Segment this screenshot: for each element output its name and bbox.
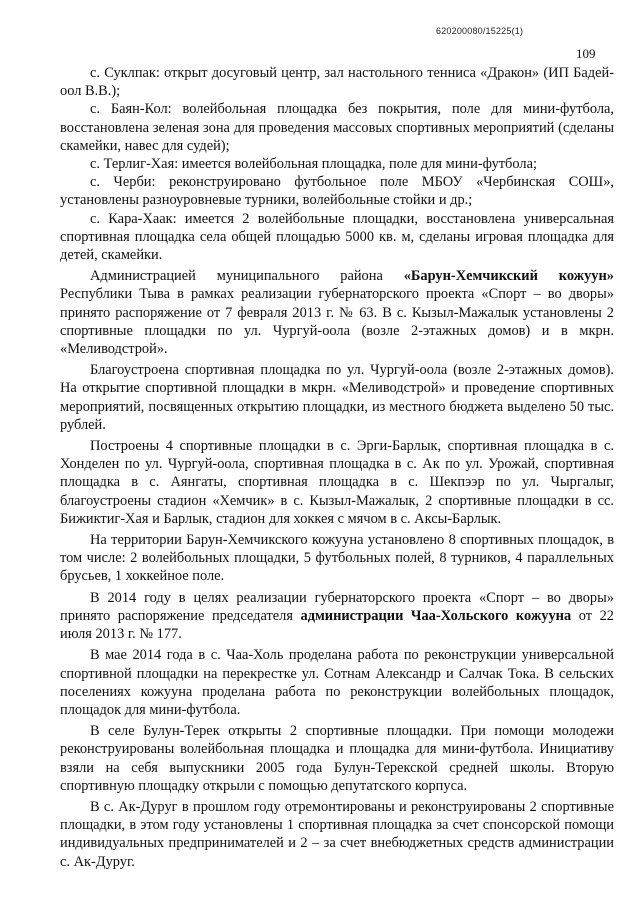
paragraph-built-grounds: Построены 4 спортивные площадки в с. Эрги-Барлык, спортивная площадка в с. Хонделен по ул. Чургуй-оола, спортивная площадка в с. Ак по ул. Урожай, спортивная площадка в с. Аянгаты, спортивная площадка в с. Шекпээр по ул. Чыргалыг, благоустроены стадион «Хемчик» в с. Кызыл-Мажалык, 2 спортивные площадки в сс. Бижиктиг-Хая и Барлык, стадион для хоккея с мячом в с. Аксы-Барлык. [60,438,614,527]
paragraph-territory-total: На территории Барун-Хемчикского кожууна установлено 8 спортивных площадок, в том числе: 2 волейбольных площадки, 5 футбольных полей, 8 турников, 4 параллельных брусьев, 1 хоккейное поле. [60,532,614,585]
paragraph-barun-khemchik-intro: Администрацией муниципального района [90,268,404,285]
page-number: 109 [576,46,596,61]
paragraph-chaa-khol-order [60,589,614,644]
paragraph-bayan-kol: с. Баян-Кол: волейбольная площадка без покрытия, поле для мини-футбола, восстановлена зеленая зона для проведения массовых спортивных мероприятий (сделаны скамейки, навес для судей); [60,101,614,154]
document-body [60,64,614,871]
paragraph-barun-khemchik-rest: Республики Тыва в рамках реализации губернаторского проекта «Спорт – во дворы» принято распоряжение от 7 февраля 2013 г. № 63. В с. Кызыл-Мажалык установлены 2 спортивные площадки по ул. Чургуй-оола (возле 2-этажных домов) и в мкрн. «Меливодстрой». [60,286,614,358]
paragraph-barun-khemchik-admin [60,267,614,358]
paragraph-suklpak: с. Суклпак: открыт досуговый центр, зал настольного тенниса «Дракон» (ИП Бадей-оол В.В.); [60,65,614,100]
paragraph-chaa-khol-rest: от 22 июля 2013 г. № 177. [60,607,614,643]
barun-khemchik-district-name: «Барун-Хемчикский кожуун» [403,268,614,285]
paragraph-bulun-terek: В селе Булун-Терек открыты 2 спортивные площадки. При помощи молодежи реконструированы волейбольная площадка и площадка для мини-футбола. Инициативу взяли на себя выпускники 2005 года Булун-Терекской средней школы. Вторую спортивную площадку открыли с помощью депутатского корпуса. [60,723,614,794]
document-id: 620200080/15225(1) [436,26,524,36]
paragraph-churgui-oola: Благоустроена спортивная площадка по ул. Чургуй-оола (возле 2-этажных домов). На открытие спортивной площадки в мкрн. «Меливодстрой» и проведение спортивных мероприятий, посвященных открытию площадки, из местного бюджета выделено 50 тыс. рублей. [60,362,614,433]
paragraph-chaa-khol-intro: В 2014 году в целях реализации губернаторского проекта «Спорт – во дворы» принято распоряжение председателя [60,589,614,624]
paragraph-terlig-khaya: с. Терлиг-Хая: имеется волейбольная площадка, поле для мини-футбола; [90,156,537,173]
paragraph-ak-durug: В с. Ак-Дуруг в прошлом году отремонтированы и реконструированы 2 спортивные площадки, в этом году установлены 1 спортивная площадка за счет спонсорской помощи индивидуальных предпринимателей и 2 – за счет внебюджетных средств администрации с. Ак-Дуруг. [60,798,614,870]
paragraph-chaa-khol-may: В мае 2014 года в с. Чаа-Холь проделана работа по реконструкции универсальной спортивной площадки на перекрестке ул. Сотнам Александр и Салчак Тока. В сельских поселениях кожууна проделана работа по реконструкции волейбольных площадок, площадок для мини-футбола. [60,647,614,718]
paragraph-kara-khaak: с. Кара-Хаак: имеется 2 волейбольные площадки, восстановлена универсальная спортивная площадка села общей площадью 5000 кв. м, сделаны игровая площадка для детей, скамейки. [60,210,614,264]
paragraph-cherbi: с. Черби: реконструировано футбольное поле МБОУ «Чербинская СОШ», установлены разноуровневые турники, волейбольные стойки и др.; [60,174,614,209]
chaa-khol-administration-name: администрации Чаа-Хольского кожууна [300,607,572,624]
